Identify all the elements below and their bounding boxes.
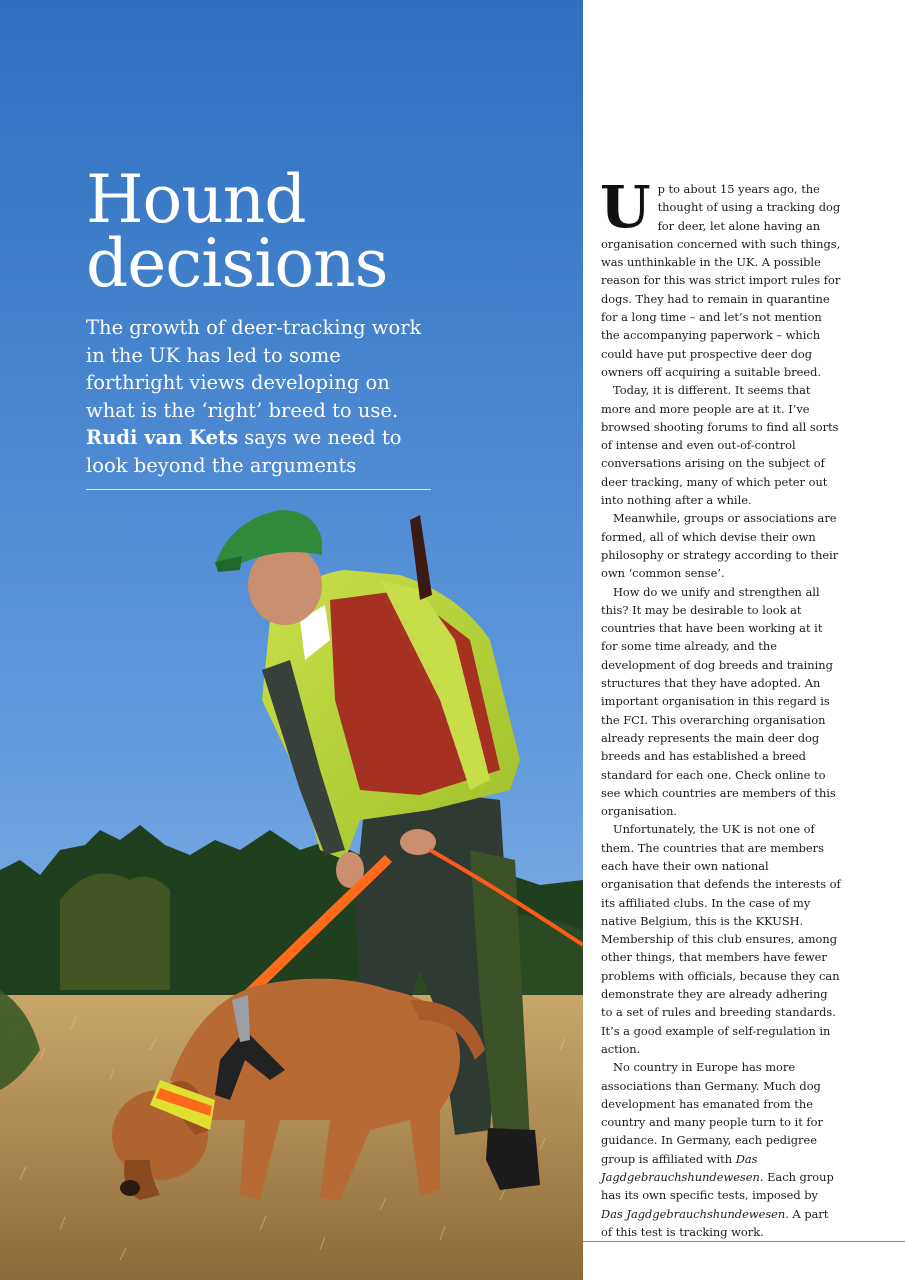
paragraph-3: Meanwhile, groups or associations are formed, all of which devise their own philosophy or strategy according to their own ‘common sense’. (601, 511, 839, 581)
paragraph-4: How do we unify and strengthen all this? It may be desirable to look at countries that have been working at it for some time already, and the development of dog breeds and training structures that they have adopted. An important organisation in this regard is the FCI. This overarching organisation already represents the main deer dog breeds and has established a breed standard for each one. Check online to see which countries are members of this organisation. (601, 584, 836, 819)
paragraph-1-text: p to about 15 years ago, the thought of using a tracking dog for deer, let alone having an organisation concerned with such things, was unthinkable in the UK. A possible reason for this was strict import rules for dogs. They had to remain in quarantine for a long time – and let’s not mention the accompanying paperwork – which could have put prospective deer dog owners off acquiring a suitable breed. (601, 182, 841, 379)
paragraph-6-text-a: No country in Europe has more associations than Germany. Much dog development has emanated from the country and many people turn to it for guidance. In Germany, each pedigree group is affiliated with (601, 1060, 823, 1166)
article-body (600, 173, 842, 1241)
standfirst-text-end: says we need to look beyond the arguments (86, 426, 402, 477)
headline-block (86, 161, 431, 479)
paragraph-6-text-c: A part of this test is tracking work. (601, 1206, 829, 1239)
paragraph-1 (600, 173, 842, 381)
paragraph-6 (601, 1058, 842, 1241)
standfirst (86, 314, 431, 479)
article-title (86, 161, 431, 302)
title-line-2: decisions (86, 225, 388, 302)
publication-name-2: Das Jagdgebrauchshundewesen. (601, 1206, 789, 1221)
drop-cap: U (600, 173, 651, 241)
paragraph-2: Today, it is different. It seems that more and more people are at it. I’ve browsed shooting forums to find all sorts of intense and even out-of-control conversations arising on the subject of deer tracking, many of which peter out into nothing after a while. (601, 383, 839, 508)
headline-divider (86, 489, 431, 490)
author-name: Rudi van Kets (86, 426, 239, 449)
publication-name: Das Jagdgebrauchshundewesen. (601, 1151, 764, 1185)
footer-rule (583, 1241, 905, 1242)
standfirst-text: The growth of deer-tracking work in the UK has led to some forthright views developing on what is the ‘right’ breed to use. (86, 316, 422, 422)
title-line-1: Hound (86, 161, 306, 238)
paragraph-5: Unfortunately, the UK is not one of them. The countries that are members each have their own national organisation that defends the interests of its affiliated clubs. In the case of my native Belgium, this is the KKUSH. Membership of this club ensures, among other things, that members have fewer problems with officials, because they can demonstrate they are already adhering to a set of rules and breeding standards. It’s a good example of self-regulation in action. (601, 822, 841, 1056)
paragraph-6-text-b: Each group has its own specific tests, imposed by (601, 1170, 834, 1203)
